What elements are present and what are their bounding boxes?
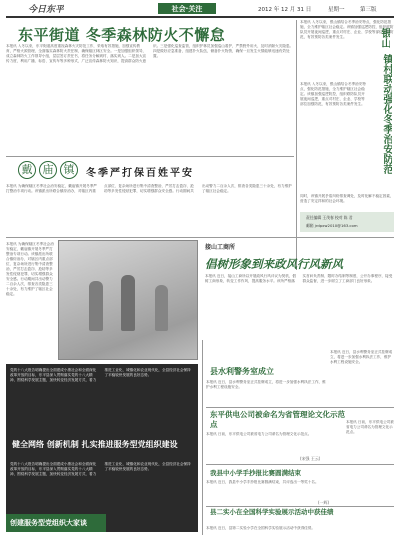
dark-panel-footer xyxy=(6,514,106,532)
daimiao-body: 本报讯 为确保辖区冬季社会治安稳定，戴庙镇开展冬季严打整治专项行动。该镇派出所联合镇综治办，对辖区内重点部位、复杂场所进行集中清查整治，严厉打击盗窃、抢劫等多发性侵财犯罪，切实增强群众安全感。行动期间共出动警力二百余人次，排查各类隐患三十余处，有力维护了辖区社会稳定。 xyxy=(6,184,292,193)
town-char-circle: 庙 xyxy=(39,161,57,179)
masthead-date: 2012 年 12 月 31 日 xyxy=(258,7,312,13)
photo-figure xyxy=(155,285,168,331)
school-body: 本报讯 近日，我县中小学手抄报比赛圆满结束，共评选出一等奖十名。 xyxy=(206,480,319,484)
dark-panel xyxy=(6,364,198,532)
right-column-bottom-body: 同时，该镇开展矛盾纠纷排查调处，及时化解不稳定因素，营造了安定祥和的社会环境。 xyxy=(300,194,394,203)
photo-figure xyxy=(121,275,135,331)
news-photo xyxy=(58,240,198,360)
power-byline: (宋强 王云) xyxy=(300,456,321,461)
section-tag-label: 社会·关注 xyxy=(171,5,203,13)
school-headline: 我县中小学手抄报比赛圆满结束 xyxy=(210,469,301,477)
power-headline: 东平供电公司被命名为省管理论文化示范点 xyxy=(210,410,345,429)
section-tag xyxy=(158,3,216,14)
power-side-body: 本报讯 日前，东平供电公司被省电力公司命名为管理文化示范点。 xyxy=(346,420,394,434)
right-column-rule xyxy=(296,20,297,270)
daimiao-town-label xyxy=(18,160,80,180)
water-headline: 县水利警务室成立 xyxy=(210,367,274,376)
nursery-headline: 县二实小在全国科学实验展示活动中获佳绩 xyxy=(210,508,334,516)
lead-headline: 东平街道 冬季森林防火不懈怠 xyxy=(18,26,226,44)
briefs-rule xyxy=(202,340,203,535)
dark-panel-headline: 健全网络 创新机制 扎实推进服务型党组织建设 xyxy=(12,440,178,449)
photo-top-rule xyxy=(6,237,394,238)
yinshan-headline-block xyxy=(368,28,396,178)
lead-article-body: 本报讯 入冬以来，东平街道高度重视森林火灾防范工作，采取有效措施，加强宣传教育，严格火源管理，全面落实森林防火责任制，确保辖区林区安全。一是加强组织领导，成立森林防火工作领导小组，层层签订责任书，将任务分解到村、落实到人。二是加大宣传力度，利用广播、标语、宣传车等多种形式，广泛宣传森林防火知识，提高群众防火意识。三是强化巡查监管，组织护林员加强巡山看护，严禁野外用火，及时消除火灾隐患。四是做好应急准备，组建扑火队伍，储备扑火物资，确保一旦发生火情能够迅速有效处置。 xyxy=(6,44,294,63)
masthead-weekday: 星期一 xyxy=(328,7,345,13)
editor-line: 责任编辑 王茂春 校对 陈 君 xyxy=(306,215,353,220)
dark-panel-body: 党的十八大报告明确提出全面建成小康社会和全面深化改革开放的目标，东平县深入贯彻落实党的十八大精神，围绕科学发展主题，加快转变经济发展方式，着力推进工业化、城镇化和农业现代化，全县经济社会保持了平稳较快发展的良好态势。 xyxy=(10,368,191,382)
right-column-top-body: 本报讯 入冬以来，银山镇结合冬季治安特点，强化防范措施，全力维护辖区社会稳定。该镇加强巡逻防控，组织联防队员开展夜间巡逻，重点对村庄、企业、学校等部位加强防范，有效预防各类案件发生。 xyxy=(300,20,394,39)
yinshan-headline-title: 银山 xyxy=(379,28,390,48)
jieshan-headline: 倡树形象到来政风行风新风 xyxy=(205,257,343,271)
photo-figure xyxy=(89,281,103,331)
masthead-rule xyxy=(6,16,394,18)
nursery-body: 本报讯 近日，县第二实验小学在全国科学实验展示活动中获得佳绩。 xyxy=(206,526,315,530)
right-column-middle-body: 本报讯 入冬以来，银山镇结合冬季治安特点，强化防范措施，全力维护辖区社会稳定。该镇加强巡逻防控，组织联防队员开展夜间巡逻，重点对村庄、企业、学校等部位加强防范，有效预防各类案件发生。 xyxy=(300,82,366,106)
yinshan-headline-subtitle: 镇村联动强化冬季治安防范 xyxy=(381,54,392,174)
town-char-circle: 戴 xyxy=(18,161,36,179)
power-body: 本报讯 日前，东平供电公司被省电力公司命名为管理文化示范点。 xyxy=(206,432,312,436)
photo-side-text: 本报讯 为确保辖区冬季社会治安稳定，戴庙镇开展冬季严打整治专项行动。该镇派出所联合镇综治办，对辖区内重点部位、复杂场所进行集中清查整治，严厉打击盗窃、抢劫等多发性侵财犯罪，切实增强群众安全感。行动期间共出动警力二百余人次，排查各类隐患三十余处，有力维护了辖区社会稳定。 xyxy=(6,242,54,296)
power-top-rule xyxy=(206,407,394,408)
water-side-body: 本报讯 近日，县水利警务室正式挂牌成立，将进一步加强水利执法工作，维护水利工程设施安全。 xyxy=(330,350,393,364)
town-char-circle: 镇 xyxy=(60,161,78,179)
daimiao-headline: 冬季严打保百姓平安 xyxy=(86,168,194,179)
dark-panel-body-continued: 党的十八大报告明确提出全面建成小康社会和全面深化改革开放的目标，东平县深入贯彻落实党的十八大精神，围绕科学发展主题，加快转变经济发展方式，着力推进工业化、城镇化和农业现代化，全县经济社会保持了平稳较快发展的良好态势。 xyxy=(10,462,191,476)
jieshan-body: 本报讯 近日，接山工商所以开展政风行风评议为契机，倡树工商形象，转变工作作风，提高服务水平。该所严格落实首问负责制、限时办结制等制度，公开办事程序，接受群众监督，进一步树立了工商部门良好形象。 xyxy=(205,274,393,283)
nursery-top-rule xyxy=(206,506,394,507)
school-top-rule xyxy=(206,464,394,465)
daimiao-top-rule xyxy=(6,156,294,157)
photo-caption: 接山工商所 xyxy=(205,244,236,251)
editor-box xyxy=(300,212,394,232)
water-body: 本报讯 近日，县水利警务室正式挂牌成立，将进一步加强水利执法工作，维护水利工程设施安全。 xyxy=(206,380,326,389)
dark-panel-footer-title: 创建服务型党组织大家谈 xyxy=(10,519,87,527)
school-byline: (一辉) xyxy=(318,500,330,505)
editor-email: 邮箱 jrdpxw2010@163.com xyxy=(306,223,358,228)
masthead-logo: 今日东平 xyxy=(28,5,65,15)
masthead-page: 第三版 xyxy=(360,7,377,13)
